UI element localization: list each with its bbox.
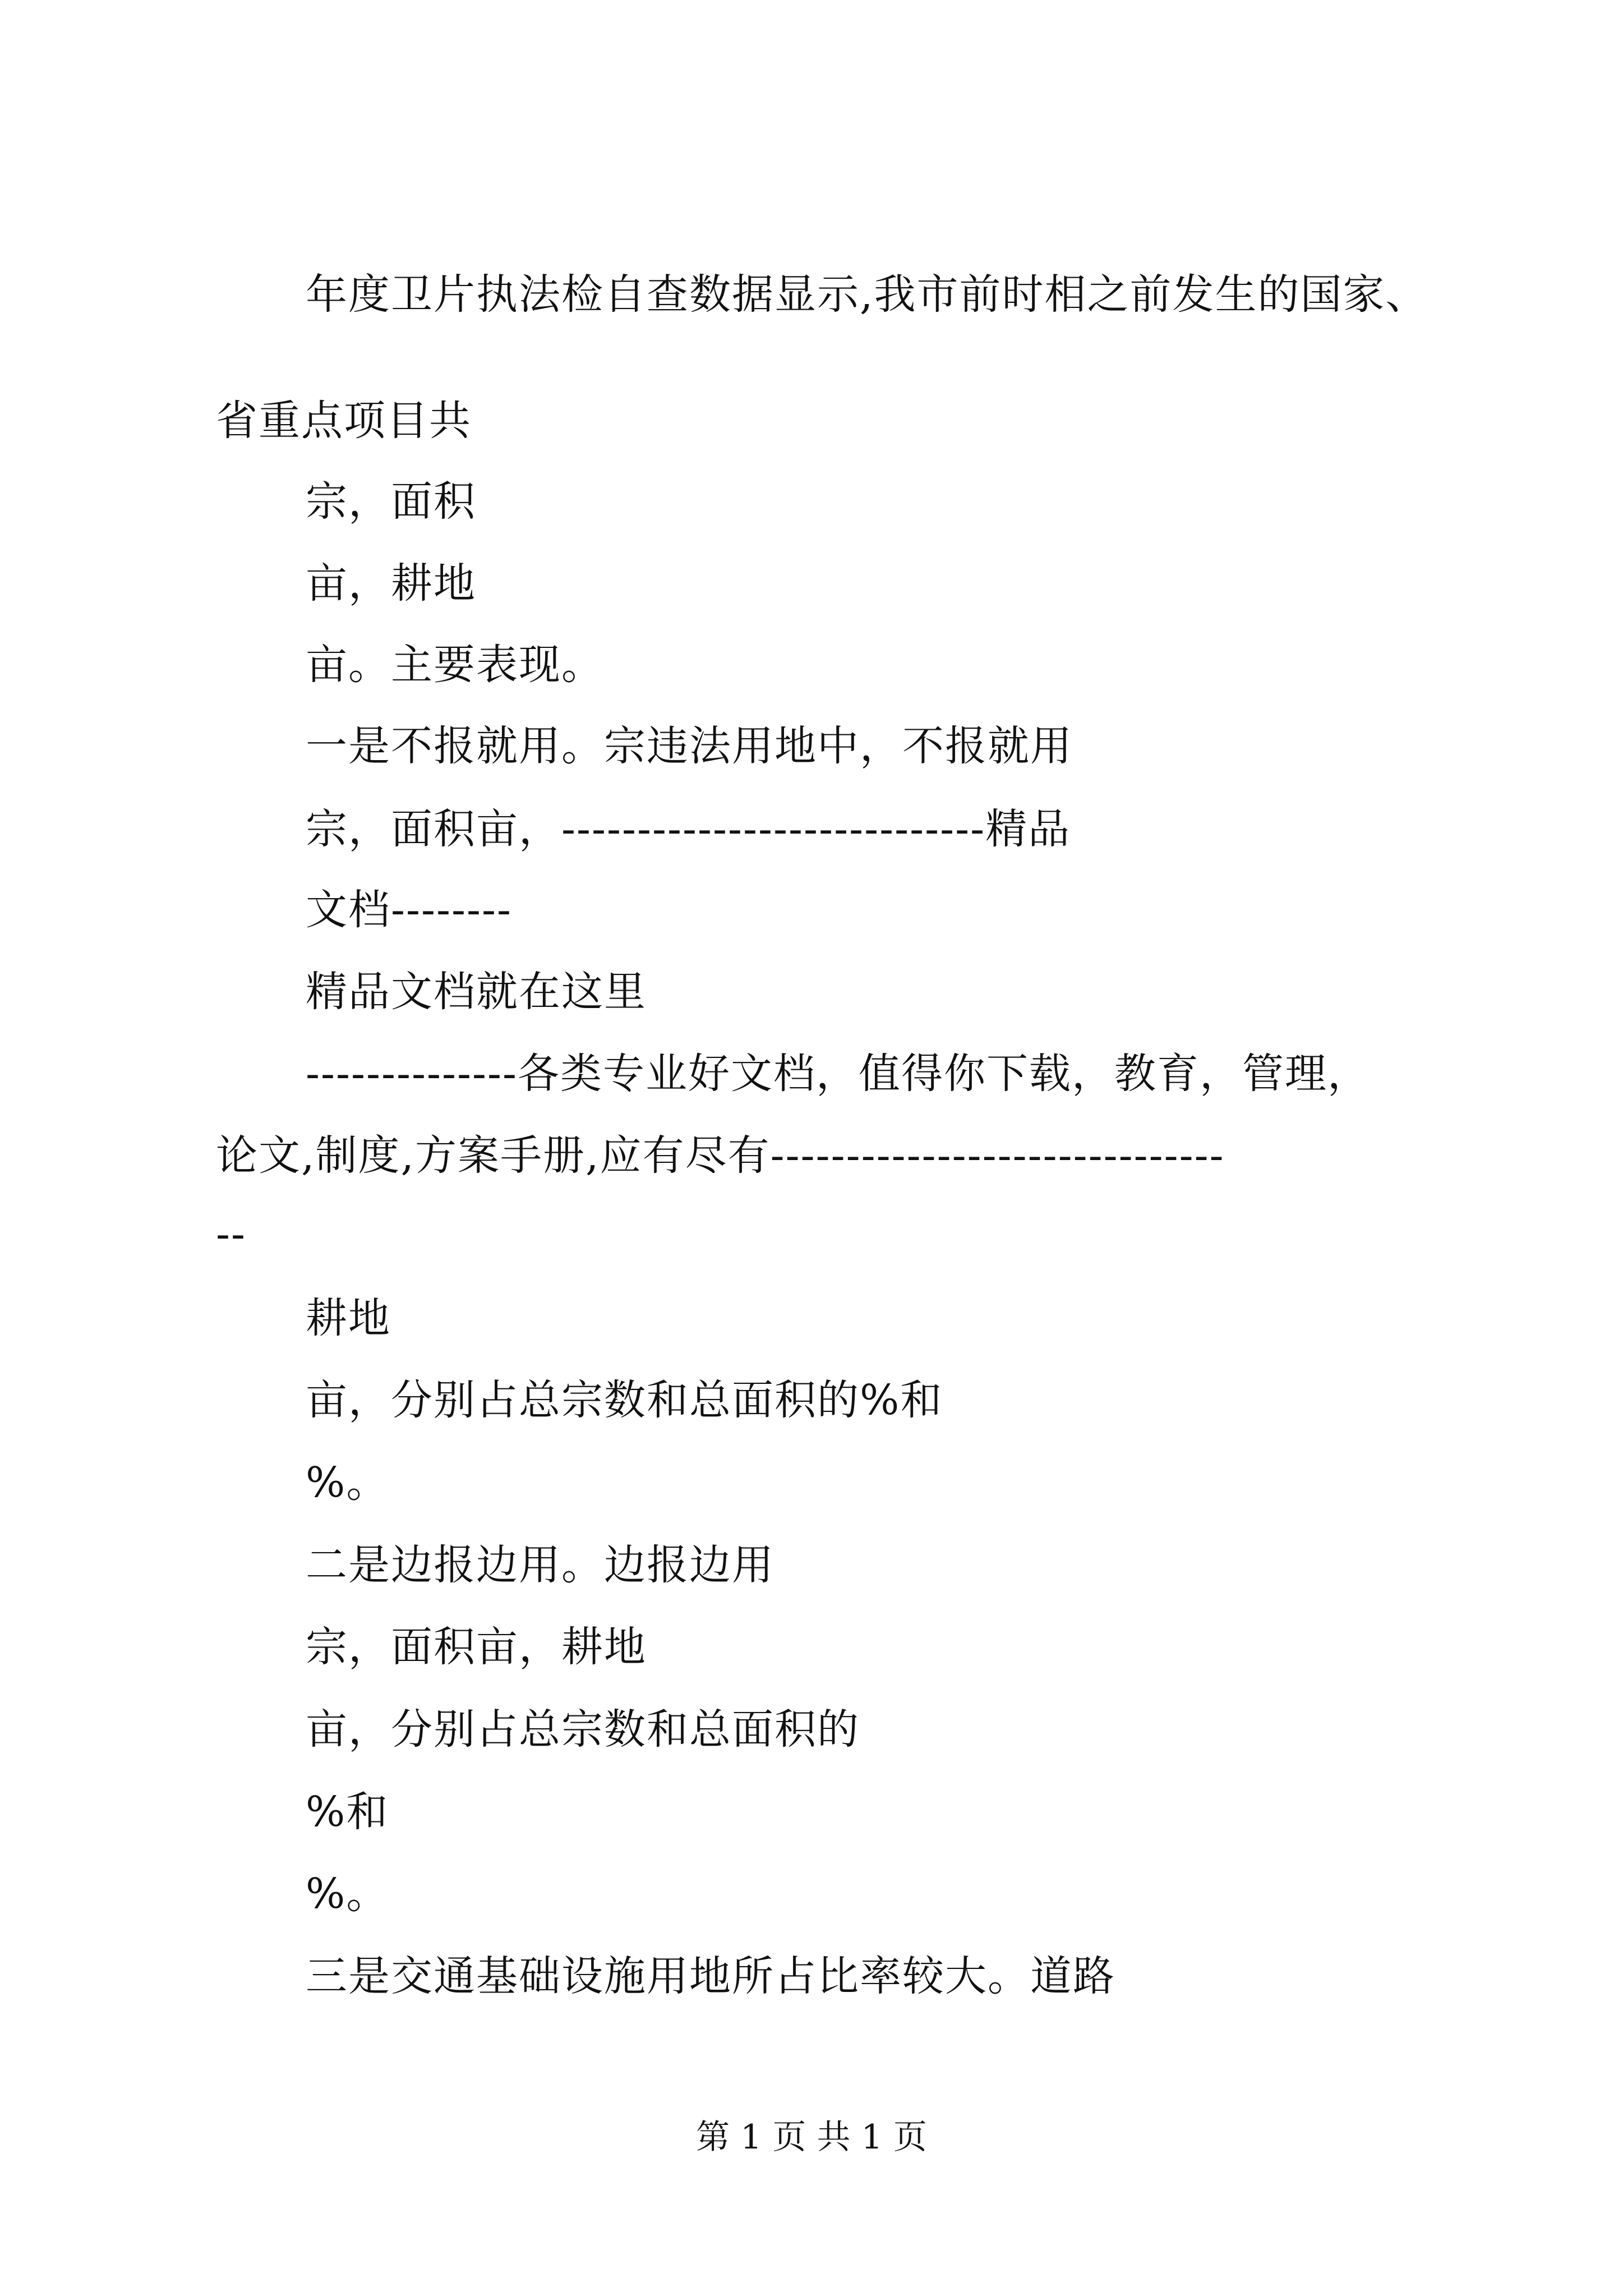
text-line-16: 二是边报边用。边报边用 [306,1541,774,1589]
text-line-9: 精品文档就在这里 [306,968,647,1016]
text-line-11: 论文,制度,方案手册,应有尽有------------------------------ [216,1131,1225,1180]
page-footer: 第 1 页 共 1 页 [696,2118,927,2157]
text-line-2: 省重点项目共 [216,397,472,445]
text-line-14: 亩，分别占总宗数和总面积的%和 [306,1376,943,1424]
text-line-1: 年度卫片执法检自查数据显示,我市前时相之前发生的国家、 [306,270,1428,319]
text-line-20: %。 [306,1870,389,1918]
text-line-4: 亩，耕地 [306,559,476,608]
text-line-18: 亩，分别占总宗数和总面积的 [306,1705,860,1754]
text-line-21: 三是交通基础设施用地所占比率较大。道路 [306,1952,1115,2000]
text-line-3: 宗，面积 [306,477,476,526]
text-line-6: 一是不报就用。宗违法用地中，不报就用 [306,722,1073,770]
text-line-19: %和 [306,1788,389,1836]
text-line-8: 文档-------- [306,886,513,934]
text-line-7: 宗，面积亩，----------------------------精品 [306,805,1071,853]
text-line-12: -- [216,1210,247,1258]
text-line-10: --------------各类专业好文档，值得你下载，教育，管理， [306,1050,1371,1098]
text-line-5: 亩。主要表现。 [306,641,604,689]
text-line-15: %。 [306,1458,389,1507]
text-line-13: 耕地 [306,1294,391,1342]
text-line-17: 宗，面积亩，耕地 [306,1623,647,1671]
